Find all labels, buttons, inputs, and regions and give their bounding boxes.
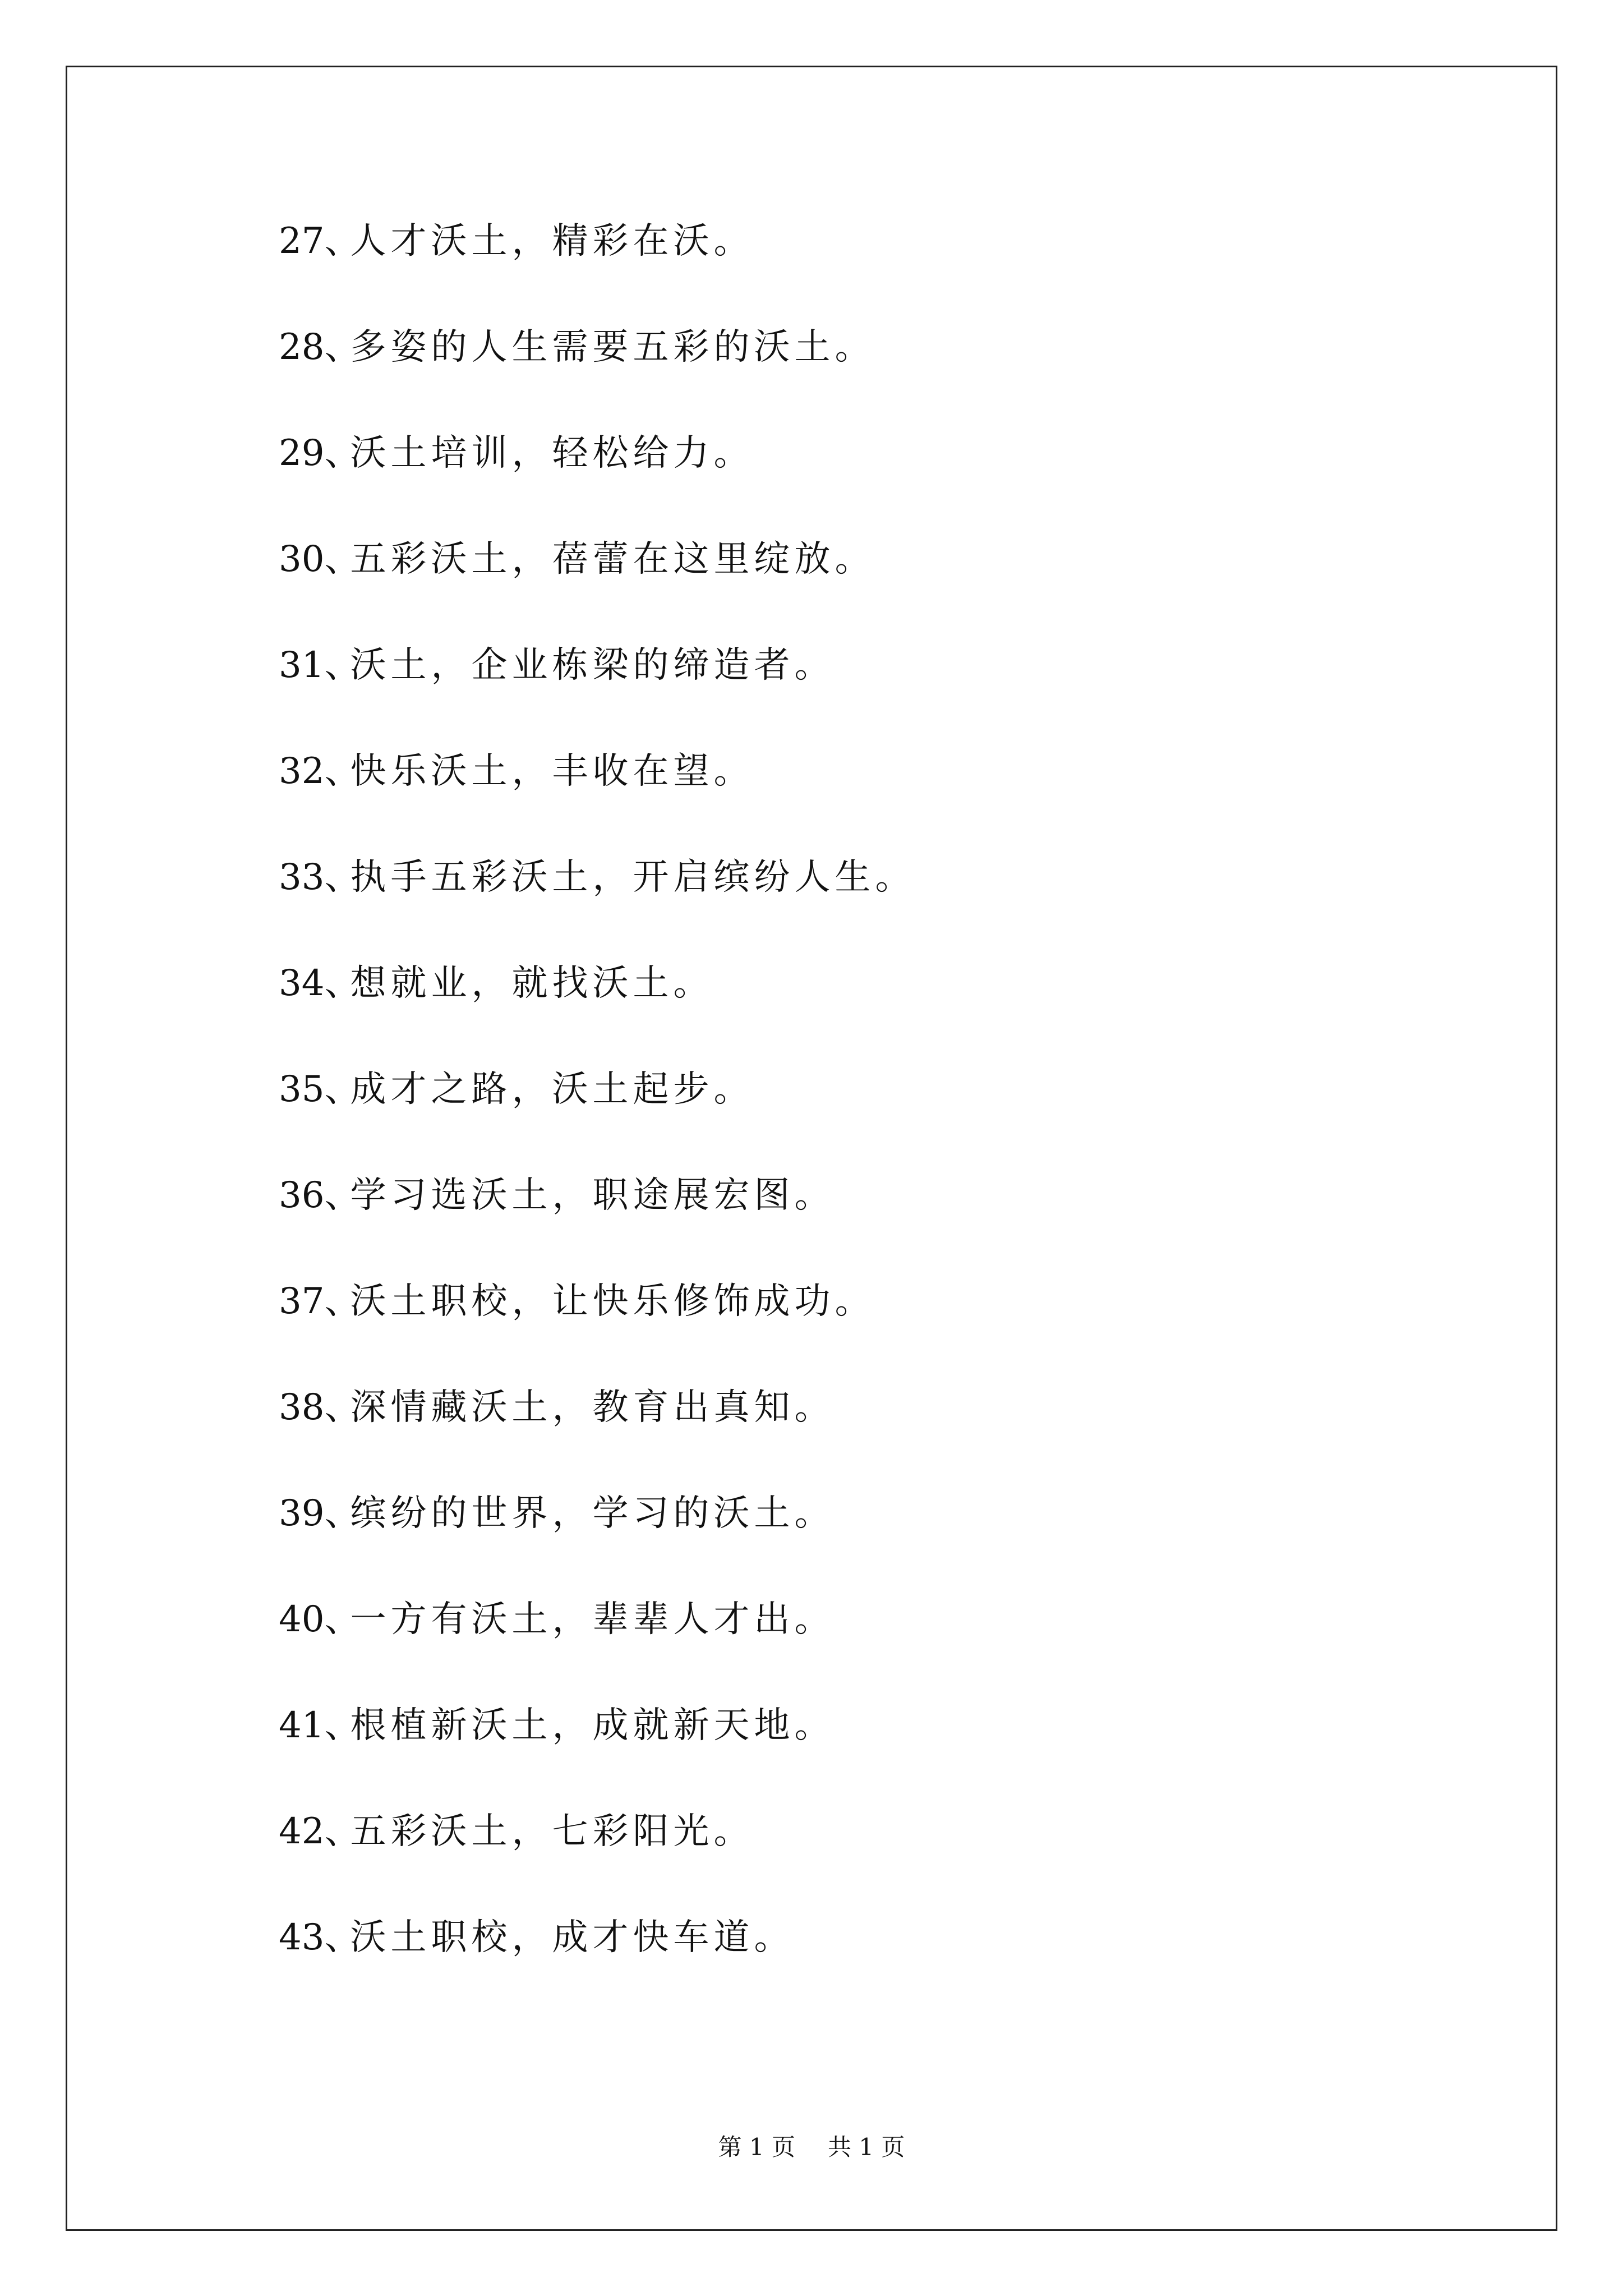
item-number: 35 [279,1069,325,1110]
item-number: 39 [279,1493,325,1534]
item-separator: 、 [324,1493,361,1534]
list-item [279,1387,916,1497]
item-separator: 、 [324,1599,361,1640]
list-item [279,1281,916,1391]
item-separator: 、 [324,326,361,368]
item-text: 根植新沃土，成就新天地。 [350,1705,835,1746]
item-number: 41 [279,1705,325,1746]
item-number: 32 [279,751,325,792]
item-number: 43 [279,1917,325,1958]
item-text: 执手五彩沃土，开启缤纷人生。 [350,857,916,898]
item-text: 沃土职校，让快乐修饰成功。 [350,1281,875,1322]
item-text: 沃土，企业栋梁的缔造者。 [350,645,835,686]
page-number: 第 1 页 [718,2133,795,2161]
item-text: 一方有沃土，辈辈人才出。 [350,1599,835,1640]
item-separator: 、 [324,1387,361,1428]
item-separator: 、 [324,1069,361,1110]
item-number: 37 [279,1281,325,1322]
item-number: 30 [279,539,325,580]
item-text: 学习选沃土，职途展宏图。 [350,1175,835,1216]
item-separator: 、 [324,857,361,898]
item-text: 成才之路，沃土起步。 [350,1069,754,1110]
list-item [279,1069,916,1179]
list-item [279,1917,916,2027]
list-item [279,963,916,1073]
item-number: 33 [279,857,325,898]
item-number: 31 [279,645,325,686]
item-separator: 、 [324,1175,361,1216]
item-text: 五彩沃土，七彩阳光。 [350,1811,754,1852]
list-item [279,1811,916,1921]
item-text: 快乐沃土，丰收在望。 [350,751,754,792]
page-footer [0,2129,1623,2162]
item-text: 沃土职校，成才快车道。 [350,1917,795,1958]
list-item [279,751,916,861]
list-item [279,1705,916,1815]
page-total: 共 1 页 [828,2133,905,2161]
item-separator: 、 [324,645,361,686]
item-number: 38 [279,1387,325,1428]
item-text: 五彩沃土，蓓蕾在这里绽放。 [350,539,875,580]
item-text: 深情藏沃土，教育出真知。 [350,1387,835,1428]
list-item [279,1493,916,1603]
item-number: 27 [279,220,325,262]
list-item [279,432,916,542]
item-separator: 、 [324,1811,361,1852]
list-item [279,539,916,648]
item-text: 想就业，就找沃土。 [350,963,714,1004]
item-separator: 、 [324,751,361,792]
item-separator: 、 [324,432,361,474]
item-number: 36 [279,1175,325,1216]
item-separator: 、 [324,1917,361,1958]
item-separator: 、 [324,1705,361,1746]
item-number: 28 [279,326,325,368]
item-number: 42 [279,1811,325,1852]
item-number: 29 [279,432,325,474]
slogan-list [279,220,916,2027]
list-item [279,326,916,436]
item-separator: 、 [324,539,361,580]
list-item [279,1175,916,1285]
list-item [279,857,916,967]
item-separator: 、 [324,220,361,262]
list-item [279,220,916,330]
item-text: 多姿的人生需要五彩的沃土。 [350,326,875,368]
item-separator: 、 [324,963,361,1004]
item-separator: 、 [324,1281,361,1322]
item-number: 34 [279,963,325,1004]
item-number: 40 [279,1599,325,1640]
item-text: 人才沃土，精彩在沃。 [350,220,754,262]
item-text: 缤纷的世界，学习的沃土。 [350,1493,835,1534]
item-text: 沃土培训，轻松给力。 [350,432,754,474]
list-item [279,645,916,754]
list-item [279,1599,916,1709]
